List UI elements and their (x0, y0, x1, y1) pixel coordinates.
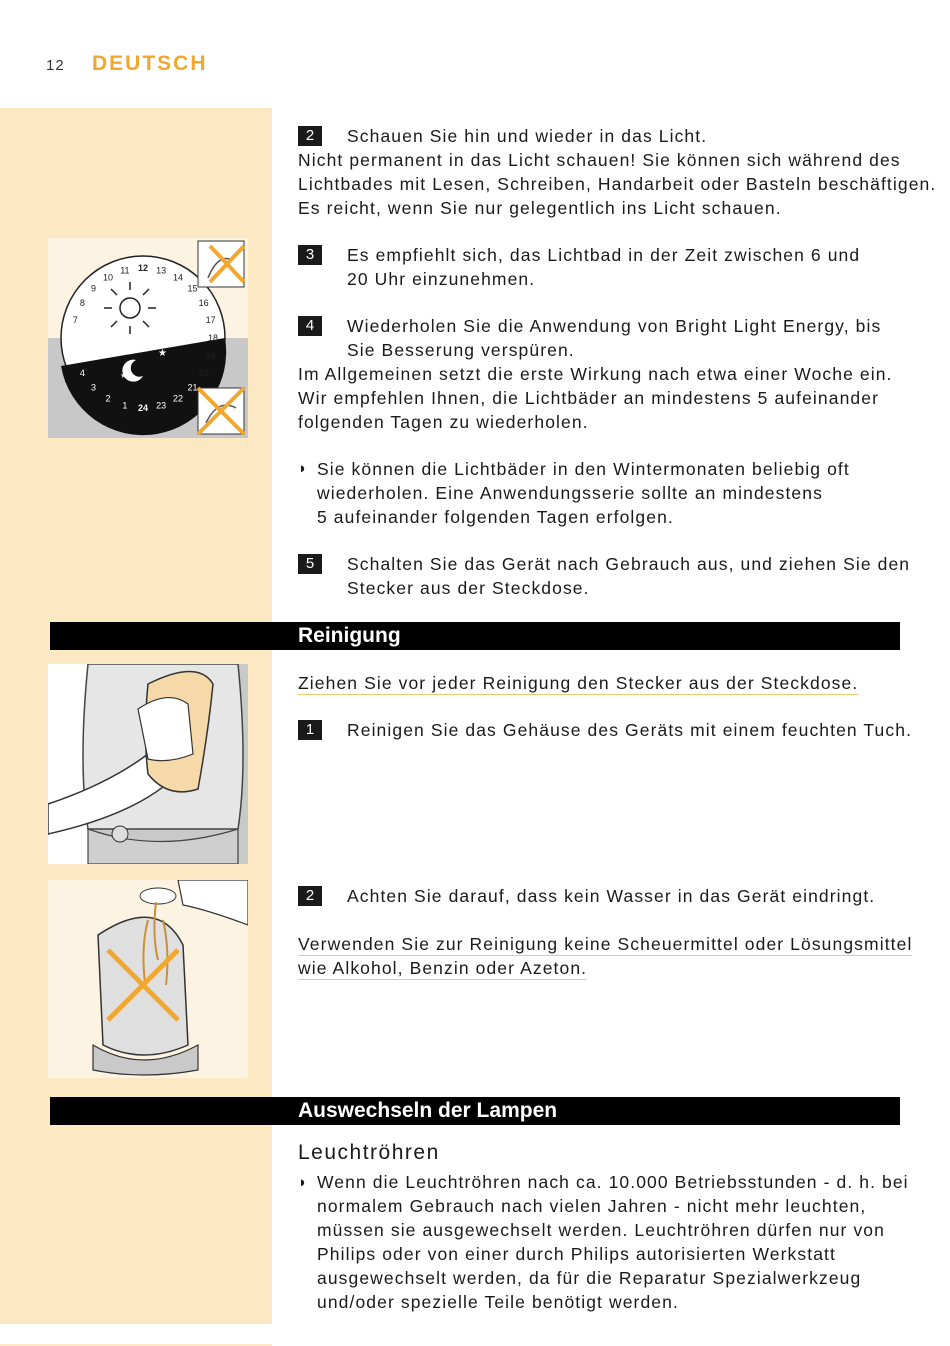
step-number: 5 (298, 554, 322, 574)
clock-hour-label: 12 (137, 263, 149, 273)
body-line: Sie Besserung verspüren. (347, 340, 575, 360)
clock-hour-label: 8 (79, 298, 85, 308)
clock-hour-label: 11 (120, 265, 130, 276)
looking-face-icon (198, 241, 244, 287)
step-number: 3 (298, 245, 322, 265)
clock-hour-label: 9 (90, 283, 97, 294)
step-title: Schauen Sie hin und wieder in das Licht. (347, 126, 708, 146)
clock-hour-label: 21 (187, 382, 198, 393)
clock-hour-label: 19 (205, 351, 216, 362)
body-line: 20 Uhr einzunehmen. (347, 269, 536, 289)
tip-text (317, 457, 850, 529)
clock-hour-label: 1 (122, 400, 128, 411)
clock-hour-label: 3 (90, 382, 97, 393)
body-line: Es empfiehlt sich, das Lichtbad in der Zeit zwischen 6 und (347, 245, 861, 265)
body-line: Es reicht, wenn Sie nur gelegentlich ins Licht schauen. (298, 198, 782, 218)
step-number: 4 (298, 316, 322, 336)
clock-hour-label: 17 (205, 314, 216, 325)
svg-text:★: ★ (120, 371, 128, 380)
clock-hour-label: 20 (198, 368, 209, 378)
step-text (347, 314, 881, 362)
clock-hour-label: 4 (79, 368, 85, 378)
section-heading-bar (50, 1097, 900, 1125)
warning-text (298, 671, 858, 695)
body-line: Wenn die Leuchtröhren nach ca. 10.000 Betriebsstunden - d. h. bei (317, 1172, 909, 1192)
body-line: normalem Gebrauch nach vielen Jahren - nicht mehr leuchten, (317, 1196, 867, 1216)
language-heading: DEUTSCH (92, 52, 208, 75)
clock-hour-label: 7 (72, 314, 78, 325)
clock-hour-label: 15 (187, 283, 198, 294)
body-line: Stecker aus der Steckdose. (347, 578, 590, 598)
body-line: wiederholen. Eine Anwendungsserie sollte an mindestens (317, 483, 823, 503)
step-number: 2 (298, 886, 322, 906)
body-line: folgenden Tagen zu wiederholen. (298, 412, 589, 432)
step-body (298, 148, 936, 220)
step-text: Achten Sie darauf, dass kein Wasser in das Gerät eindringt. (347, 886, 876, 906)
body-line: Wiederholen Sie die Anwendung von Bright Light Energy, bis (347, 316, 882, 336)
body-line: Philips oder von einer durch Philips autorisierten Werkstatt (317, 1244, 836, 1264)
body-line: müssen sie ausgewechselt werden. Leuchtröhren dürfen nur von (317, 1220, 885, 1240)
clock-hour-label: 18 (207, 333, 219, 343)
clock-hour-label: 14 (172, 272, 184, 283)
clock-hour-label: 16 (198, 298, 209, 308)
section-heading: Auswechseln der Lampen (298, 1099, 558, 1122)
bullet-icon: ◗ (298, 460, 308, 477)
step-number: 2 (298, 126, 322, 146)
warning-text (298, 932, 912, 980)
svg-text:★: ★ (158, 348, 167, 359)
wiping-device-illustration (48, 664, 248, 864)
body-line: Nicht permanent in das Licht schauen! Sie können sich während des (298, 150, 901, 170)
step-text: Reinigen Sie das Gehäuse des Geräts mit einem feuchten Tuch. (347, 720, 913, 740)
warning-line: Verwenden Sie zur Reinigung keine Scheuermittel oder Lösungsmittel (298, 934, 913, 954)
step-text (347, 243, 860, 291)
body-line: 5 aufeinander folgenden Tagen erfolgen. (317, 507, 674, 527)
step-number: 1 (298, 720, 322, 740)
clock-hour-label: 2 (105, 393, 111, 404)
body-line: Schalten Sie das Gerät nach Gebrauch aus, und ziehen Sie den (347, 554, 911, 574)
body-line: und/oder spezielle Teile benötigt werden. (317, 1292, 679, 1312)
day-night-clock-illustration (48, 238, 248, 438)
clock-hour-label: 10 (102, 272, 114, 283)
warning-line: Ziehen Sie vor jeder Reinigung den Stecker aus der Steckdose. (298, 673, 859, 693)
step-body (298, 362, 893, 434)
clock-hour-label: 22 (172, 393, 184, 404)
lamps-text (317, 1170, 909, 1314)
svg-text:★: ★ (142, 347, 149, 354)
clock-hour-label: 24 (137, 403, 149, 413)
body-line: Lichtbades mit Lesen, Schreiben, Handarbeit oder Basteln beschäftigen. (298, 174, 937, 194)
clock-hour-label: 23 (156, 400, 167, 411)
no-water-illustration (48, 880, 248, 1078)
section-heading-bar (50, 622, 900, 650)
section-heading: Reinigung (298, 624, 401, 647)
clock-hour-label: 5 (72, 351, 78, 362)
page-number: 12 (46, 57, 65, 74)
subheading: Leuchtröhren (298, 1141, 440, 1164)
step-text (347, 552, 910, 600)
body-line: Sie können die Lichtbäder in den Wintermonaten beliebig oft (317, 459, 850, 479)
warning-line: wie Alkohol, Benzin oder Azeton. (298, 958, 588, 978)
body-line: Wir empfehlen Ihnen, die Lichtbäder an mindestens 5 aufeinander (298, 388, 880, 408)
bullet-icon: ◗ (298, 1174, 308, 1191)
body-line: ausgewechselt werden, da für die Reparatur Spezialwerkzeug (317, 1268, 862, 1288)
clock-hour-label: 6 (70, 333, 76, 343)
clock-hour-label: 13 (156, 265, 167, 276)
body-line: Im Allgemeinen setzt die erste Wirkung nach etwa einer Woche ein. (298, 364, 893, 384)
